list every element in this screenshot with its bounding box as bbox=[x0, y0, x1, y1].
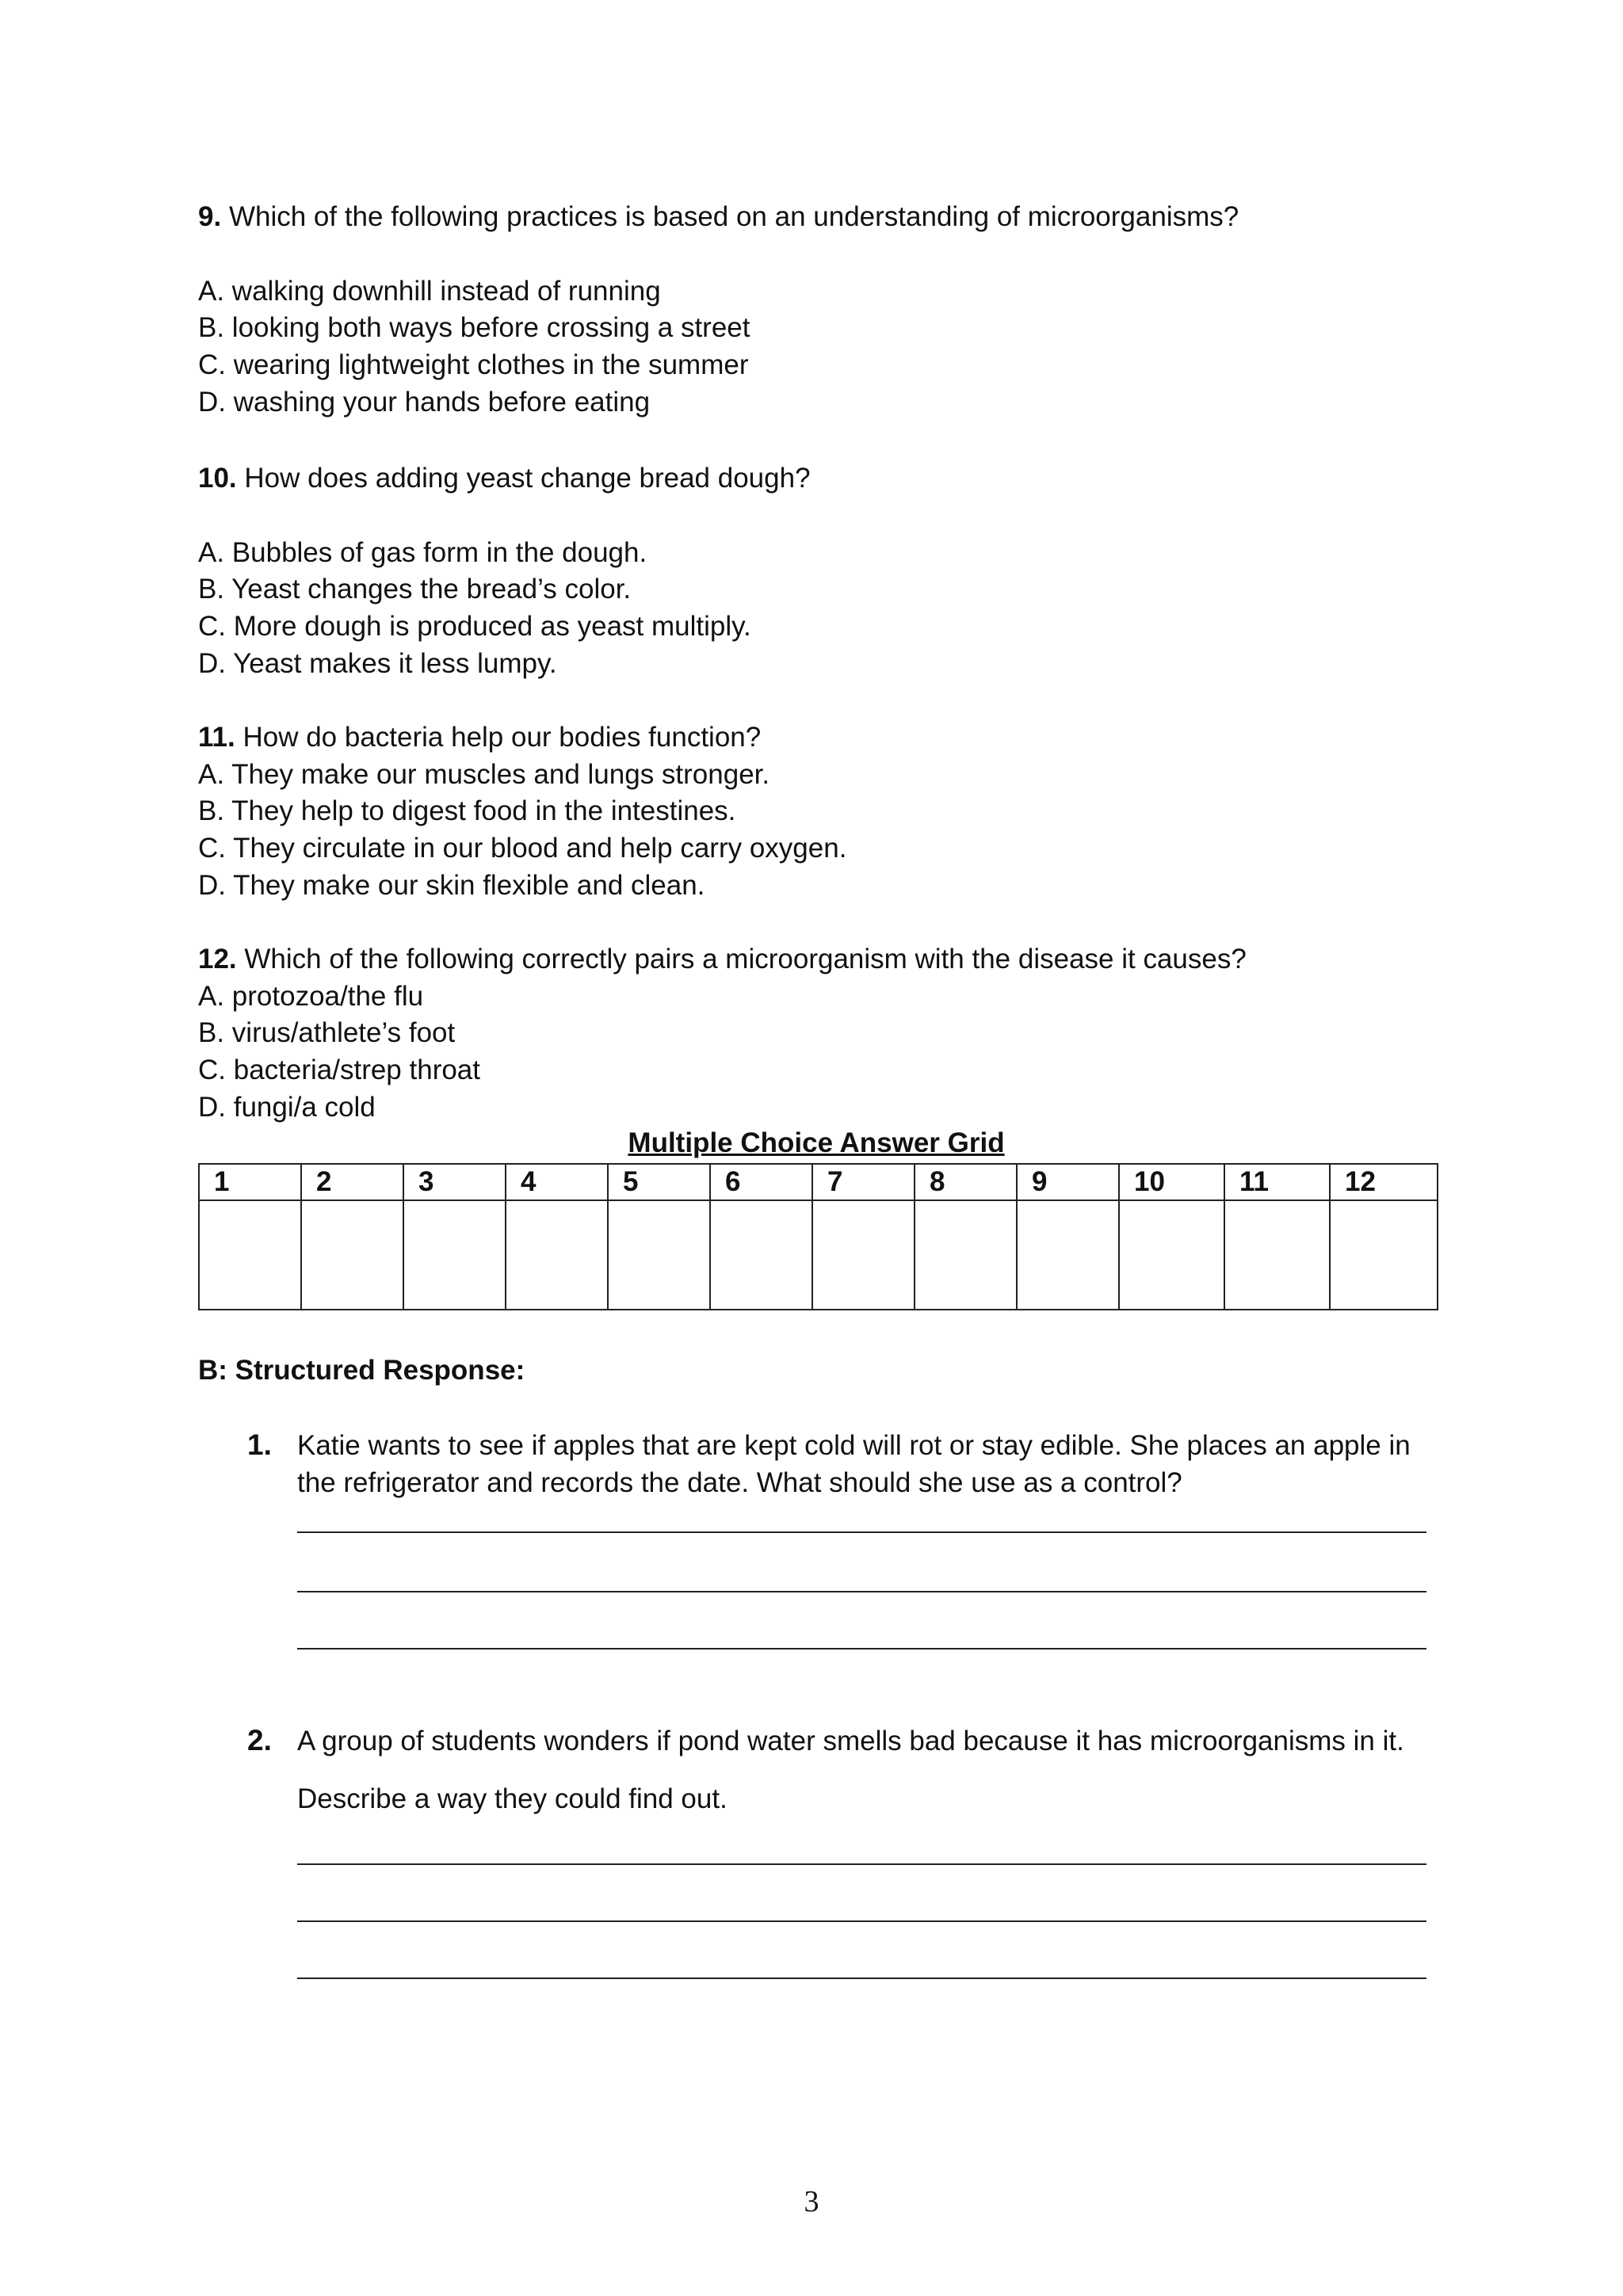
option-9-d: D. washing your hands before eating bbox=[198, 387, 651, 418]
question-number: 9. bbox=[198, 201, 222, 232]
option-12-b: B. virus/athlete’s foot bbox=[198, 1017, 456, 1048]
question-number: 11. bbox=[198, 722, 235, 753]
answer-grid-header-cell: 5 bbox=[608, 1164, 710, 1200]
question-text: How does adding yeast change bread dough? bbox=[244, 463, 811, 494]
answer-cell-10[interactable] bbox=[1119, 1200, 1224, 1310]
answer-cell-12[interactable] bbox=[1330, 1200, 1438, 1310]
option-11-a: A. They make our muscles and lungs stronger. bbox=[198, 759, 770, 790]
option-12-c: C. bacteria/strep throat bbox=[198, 1055, 480, 1085]
answer-cell-8[interactable] bbox=[915, 1200, 1017, 1310]
answer-cell-9[interactable] bbox=[1017, 1200, 1119, 1310]
option-9-b: B. looking both ways before crossing a street bbox=[198, 312, 750, 343]
option-10-a: A. Bubbles of gas form in the dough. bbox=[198, 537, 647, 568]
answer-grid-header-cell: 4 bbox=[506, 1164, 608, 1200]
structured-item-number-1: 1. bbox=[247, 1428, 272, 1461]
question-text: Which of the following practices is based on an understanding of microorganisms? bbox=[228, 201, 1239, 232]
answer-grid-header-cell: 2 bbox=[301, 1164, 403, 1200]
option-10-c: C. More dough is produced as yeast multiply. bbox=[198, 611, 751, 642]
answer-grid-header-cell: 8 bbox=[915, 1164, 1017, 1200]
question-text: How do bacteria help our bodies function? bbox=[242, 722, 762, 753]
option-12-d: D. fungi/a cold bbox=[198, 1092, 376, 1123]
structured-item-number-2: 2. bbox=[247, 1724, 272, 1756]
option-9-a: A. walking downhill instead of running bbox=[198, 276, 661, 307]
page-number: 3 bbox=[804, 2185, 819, 2218]
answer-line[interactable] bbox=[297, 1920, 1426, 1922]
answer-grid-header-cell: 3 bbox=[403, 1164, 506, 1200]
option-11-c: C. They circulate in our blood and help carry oxygen. bbox=[198, 833, 847, 864]
option-10-d: D. Yeast makes it less lumpy. bbox=[198, 648, 557, 679]
option-11-b: B. They help to digest food in the intestines. bbox=[198, 795, 736, 826]
question-text: Which of the following correctly pairs a microorganism with the disease it causes? bbox=[244, 944, 1247, 974]
answer-cell-4[interactable] bbox=[506, 1200, 608, 1310]
structured-item-2-line-2: Describe a way they could find out. bbox=[297, 1783, 727, 1814]
option-12-a: A. protozoa/the flu bbox=[198, 981, 424, 1012]
answer-grid-header-cell: 10 bbox=[1119, 1164, 1224, 1200]
answer-line[interactable] bbox=[297, 1648, 1426, 1650]
answer-cell-7[interactable] bbox=[812, 1200, 915, 1310]
answer-cell-11[interactable] bbox=[1224, 1200, 1330, 1310]
option-9-c: C. wearing lightweight clothes in the summer bbox=[198, 349, 749, 380]
answer-cell-1[interactable] bbox=[199, 1200, 301, 1310]
question-9 bbox=[198, 203, 1239, 231]
answer-grid-header-cell: 7 bbox=[812, 1164, 915, 1200]
answer-cell-2[interactable] bbox=[301, 1200, 403, 1310]
question-10 bbox=[198, 464, 811, 492]
structured-item-1-line-2: the refrigerator and records the date. What should she use as a control? bbox=[297, 1467, 1182, 1498]
structured-item-1-line-1: Katie wants to see if apples that are kept cold will rot or stay edible. She places an apple in bbox=[297, 1430, 1411, 1461]
question-12 bbox=[198, 945, 1247, 973]
question-number: 10. bbox=[198, 463, 237, 494]
answer-line[interactable] bbox=[297, 1863, 1426, 1865]
answer-grid-title: Multiple Choice Answer Grid bbox=[628, 1127, 1005, 1158]
answer-cell-5[interactable] bbox=[608, 1200, 710, 1310]
answer-grid-header-cell: 6 bbox=[710, 1164, 812, 1200]
answer-grid-header-cell: 12 bbox=[1330, 1164, 1438, 1200]
answer-line[interactable] bbox=[297, 1591, 1426, 1592]
answer-cell-6[interactable] bbox=[710, 1200, 812, 1310]
structured-item-2-line-1: A group of students wonders if pond water smells bad because it has microorganisms in it. bbox=[297, 1726, 1404, 1756]
answer-cell-3[interactable] bbox=[403, 1200, 506, 1310]
answer-grid bbox=[198, 1163, 1438, 1310]
question-11 bbox=[198, 723, 761, 751]
answer-grid-header-cell: 9 bbox=[1017, 1164, 1119, 1200]
option-11-d: D. They make our skin flexible and clean. bbox=[198, 870, 705, 901]
answer-grid-header-row bbox=[199, 1164, 1438, 1200]
option-10-b: B. Yeast changes the bread’s color. bbox=[198, 574, 632, 605]
question-number: 12. bbox=[198, 944, 237, 974]
answer-line[interactable] bbox=[297, 1978, 1426, 1979]
answer-grid-header-cell: 11 bbox=[1224, 1164, 1330, 1200]
answer-grid-header-cell: 1 bbox=[199, 1164, 301, 1200]
answer-grid-answer-row bbox=[199, 1200, 1438, 1310]
section-b-heading: B: Structured Response: bbox=[198, 1355, 525, 1386]
answer-line[interactable] bbox=[297, 1531, 1426, 1533]
